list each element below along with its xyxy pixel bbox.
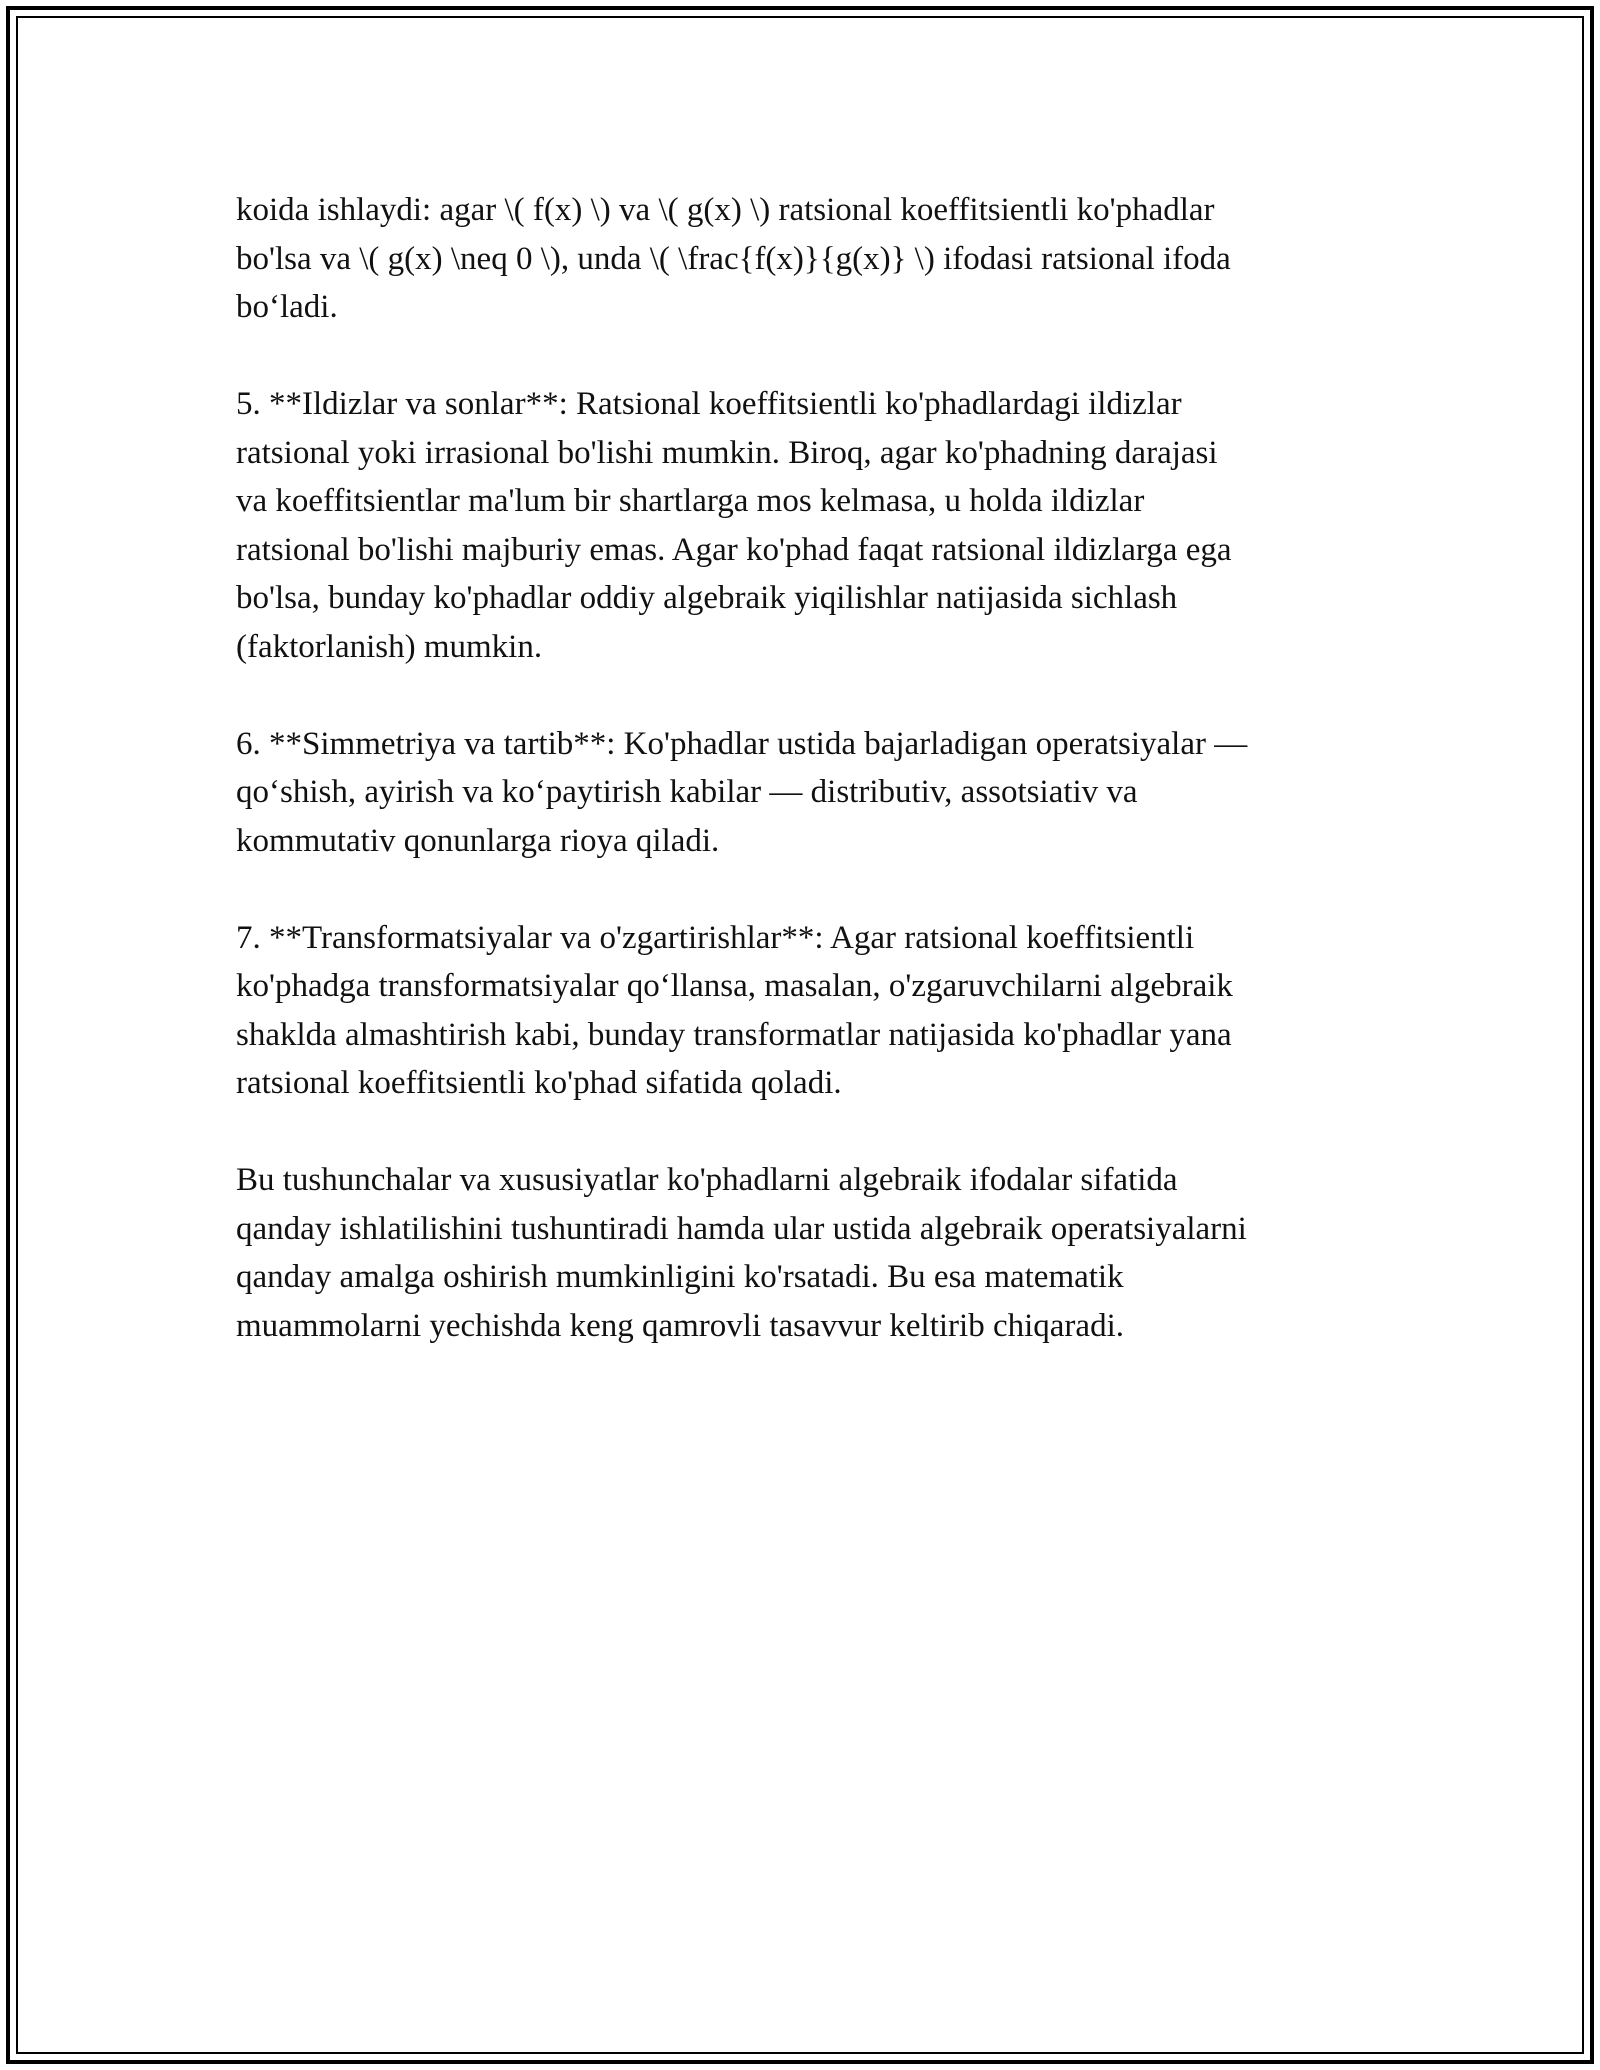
paragraph-conclusion: Bu tushunchalar va xususiyatlar ko'phadlarni algebraik ifodalar sifatida qanday ishlatilishini tushuntiradi hamda ular ustida algebraik operatsiyalarni qanday amalga oshirish mumkinligini ko'rsatadi. Bu esa matematik muammolarni yechishda keng qamrovli tasavvur keltirib chiqaradi. xyxy=(236,1162,1247,1344)
paragraph-symmetry-and-order: 6. **Simmetriya va tartib**: Ko'phadlar ustida bajarladigan operatsiyalar — qo‘shish, ayirish va ko‘paytirish kabilar — distributiv, assotsiativ va kommutativ qonunlarga rioya qiladi. xyxy=(236,725,1248,859)
paragraph-transformations: 7. **Transformatsiyalar va o'zgartirishlar**: Agar ratsional koeffitsientli ko'phadga transformatsiyalar qo‘llansa, masalan, o'zgaruvchilarni algebraik shaklda almashtirish kabi, bunday transformatlar natijasida ko'phadlar yana ratsional koeffitsientli ko'phad sifatida qoladi. xyxy=(236,919,1233,1101)
paragraph-rational-expression: koida ishlaydi: agar \( f(x) \) va \( g(x) \) ratsional koeffitsientli ko'phadlar bo'lsa va \( g(x) \neq 0 \), unda \( \frac{f(x)}{g(x)} \) ifodasi ratsional ifoda bo‘ladi. xyxy=(236,192,1231,325)
paragraph-roots-and-numbers: 5. **Ildizlar va sonlar**: Ratsional koeffitsientli ko'phadlardagi ildizlar ratsional yoki irrasional bo'lishi mumkin. Biroq, agar ko'phadning darajasi va koeffitsientlar ma'lum bir shartlarga mos kelmasa, u holda ildizlar ratsional bo'lishi majburiy emas. Agar ko'phad faqat ratsional ildizlarga ega bo'lsa, bunday ko'phadlar oddiy algebraik yiqilishlar natijasida sichlash (faktorlanish) mumkin. xyxy=(236,386,1232,665)
document-body xyxy=(236,186,1366,1350)
